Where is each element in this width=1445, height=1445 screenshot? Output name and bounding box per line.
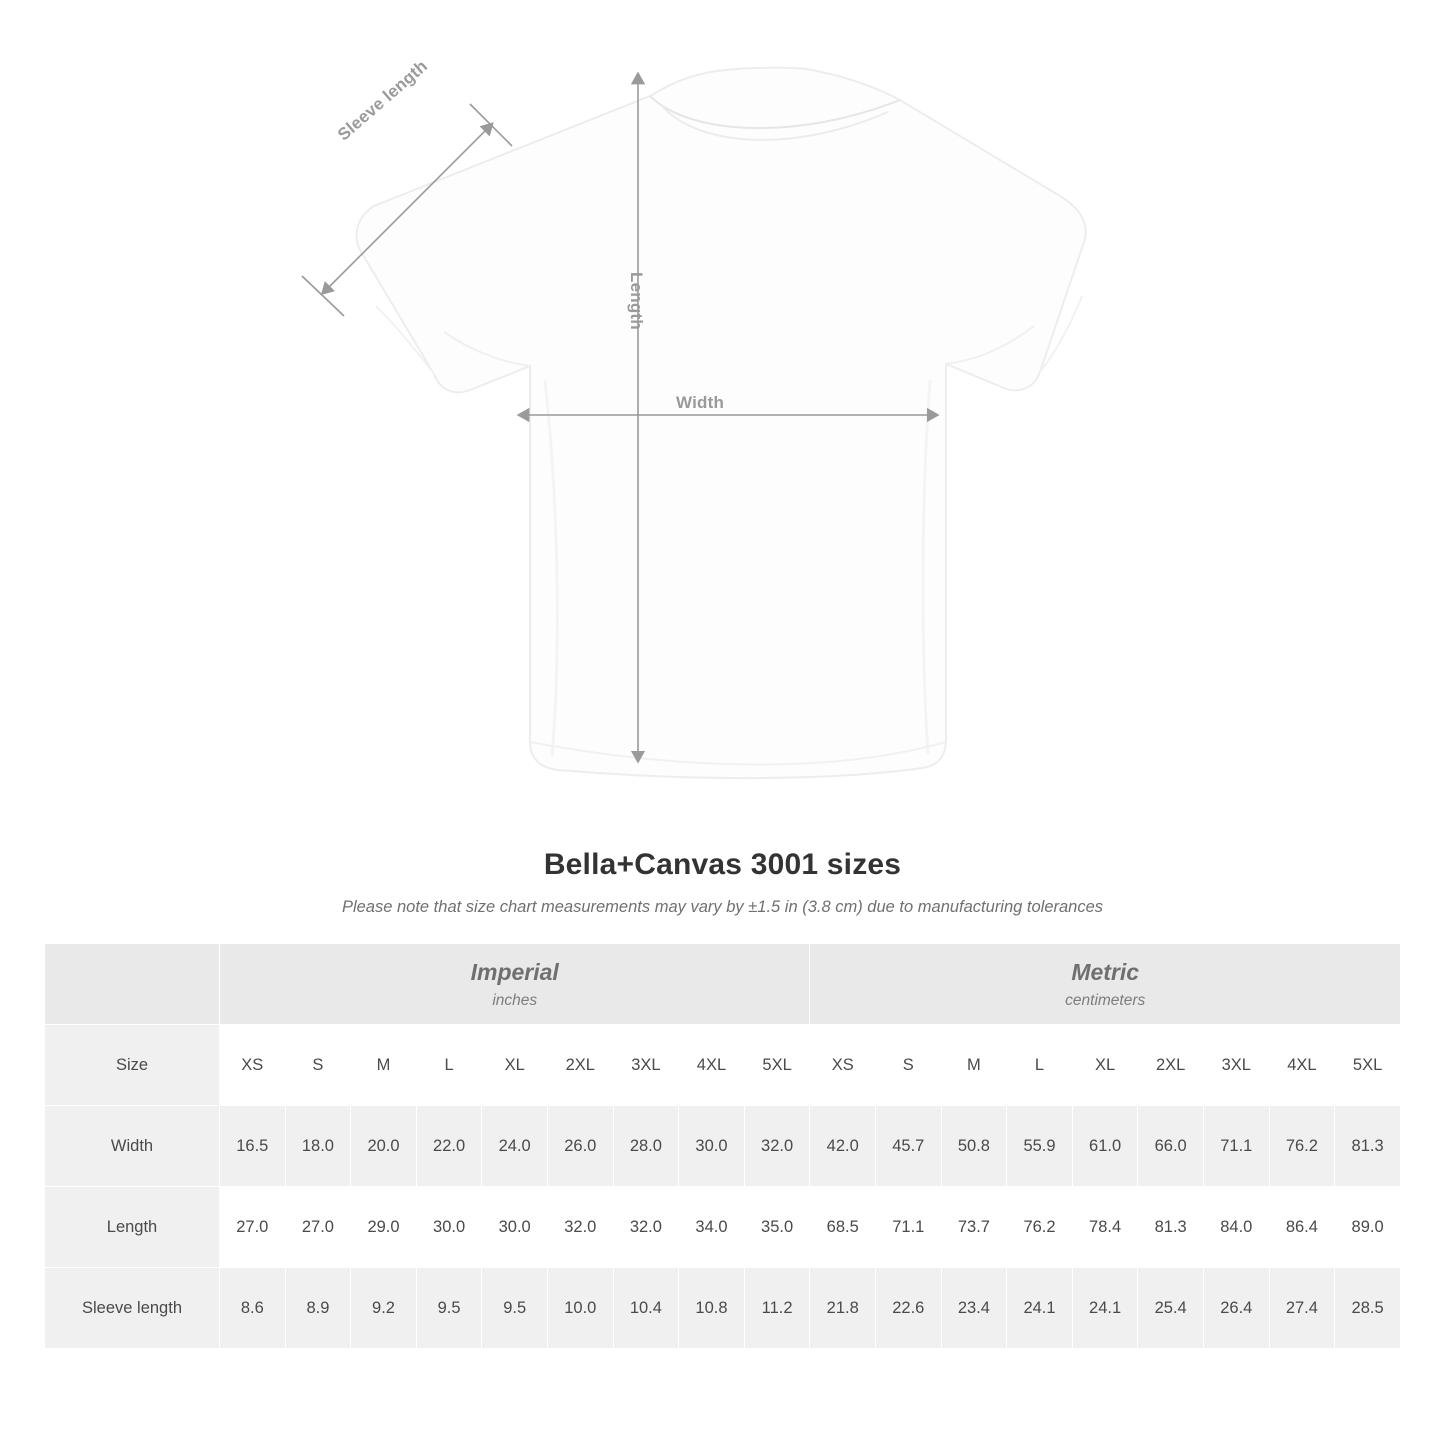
col-head-met-4xl: 4XL <box>1269 1025 1335 1106</box>
cell-width-imp-xl: 24.0 <box>482 1106 548 1187</box>
col-head-met-xl: XL <box>1072 1025 1138 1106</box>
col-head-imp-4xl: 4XL <box>679 1025 745 1106</box>
cell-sleeve-met-3xl: 26.4 <box>1203 1268 1269 1349</box>
col-head-met-3xl: 3XL <box>1203 1025 1269 1106</box>
cell-sleeve-met-2xl: 25.4 <box>1138 1268 1204 1349</box>
cell-sleeve-met-5xl: 28.5 <box>1335 1268 1401 1349</box>
unit-header-metric <box>810 944 1401 1025</box>
cell-sleeve-met-xl: 24.1 <box>1072 1268 1138 1349</box>
cell-length-met-m: 73.7 <box>941 1187 1007 1268</box>
cell-length-imp-xl: 30.0 <box>482 1187 548 1268</box>
cell-width-met-4xl: 76.2 <box>1269 1106 1335 1187</box>
col-head-imp-2xl: 2XL <box>547 1025 613 1106</box>
size-header-label: Size <box>45 1025 220 1106</box>
cell-length-imp-s: 27.0 <box>285 1187 351 1268</box>
cell-sleeve-met-4xl: 27.4 <box>1269 1268 1335 1349</box>
page-title: Bella+Canvas 3001 sizes <box>543 848 902 881</box>
cell-width-imp-4xl: 30.0 <box>679 1106 745 1187</box>
col-head-imp-s: S <box>285 1025 351 1106</box>
cell-sleeve-met-xs: 21.8 <box>810 1268 876 1349</box>
cell-length-imp-l: 30.0 <box>416 1187 482 1268</box>
cell-length-met-3xl: 84.0 <box>1203 1187 1269 1268</box>
cell-sleeve-imp-5xl: 11.2 <box>744 1268 810 1349</box>
size-table-wrapper <box>44 943 1401 1349</box>
col-head-imp-xs: XS <box>220 1025 286 1106</box>
cell-width-imp-xs: 16.5 <box>220 1106 286 1187</box>
cell-sleeve-imp-l: 9.5 <box>416 1268 482 1349</box>
cell-width-met-3xl: 71.1 <box>1203 1106 1269 1187</box>
sleeve-length-label: Sleeve length <box>334 56 432 145</box>
col-head-imp-5xl: 5XL <box>744 1025 810 1106</box>
imperial-sub: inches <box>492 991 538 1009</box>
metric-name: Metric <box>1071 959 1140 986</box>
cell-sleeve-imp-2xl: 10.0 <box>547 1268 613 1349</box>
title-block <box>0 848 1445 917</box>
col-head-met-s: S <box>876 1025 942 1106</box>
row-label-sleeve-length: Sleeve length <box>45 1268 220 1349</box>
cell-sleeve-imp-m: 9.2 <box>351 1268 417 1349</box>
cell-width-imp-3xl: 28.0 <box>613 1106 679 1187</box>
unit-header-imperial <box>220 944 810 1025</box>
cell-width-met-2xl: 66.0 <box>1138 1106 1204 1187</box>
cell-length-met-5xl: 89.0 <box>1335 1187 1401 1268</box>
table-row-length <box>45 1187 1401 1268</box>
cell-length-imp-xs: 27.0 <box>220 1187 286 1268</box>
col-head-met-m: M <box>941 1025 1007 1106</box>
table-row-sleeve-length <box>45 1268 1401 1349</box>
cell-sleeve-met-s: 22.6 <box>876 1268 942 1349</box>
col-head-met-l: L <box>1007 1025 1073 1106</box>
width-label: Width <box>676 393 725 412</box>
cell-width-met-s: 45.7 <box>876 1106 942 1187</box>
size-header-row <box>45 1025 1401 1106</box>
cell-width-imp-l: 22.0 <box>416 1106 482 1187</box>
cell-width-imp-m: 20.0 <box>351 1106 417 1187</box>
col-head-imp-m: M <box>351 1025 417 1106</box>
cell-width-imp-2xl: 26.0 <box>547 1106 613 1187</box>
col-head-met-2xl: 2XL <box>1138 1025 1204 1106</box>
cell-width-met-xs: 42.0 <box>810 1106 876 1187</box>
metric-sub: centimeters <box>1065 991 1146 1009</box>
imperial-name: Imperial <box>470 959 559 986</box>
row-label-width: Width <box>45 1106 220 1187</box>
size-table <box>44 943 1401 1349</box>
cell-length-met-s: 71.1 <box>876 1187 942 1268</box>
cell-length-met-xs: 68.5 <box>810 1187 876 1268</box>
col-head-met-xs: XS <box>810 1025 876 1106</box>
cell-sleeve-imp-3xl: 10.4 <box>613 1268 679 1349</box>
col-head-imp-3xl: 3XL <box>613 1025 679 1106</box>
table-row-width <box>45 1106 1401 1187</box>
cell-length-met-xl: 78.4 <box>1072 1187 1138 1268</box>
cell-width-imp-s: 18.0 <box>285 1106 351 1187</box>
cell-width-met-l: 55.9 <box>1007 1106 1073 1187</box>
col-head-met-5xl: 5XL <box>1335 1025 1401 1106</box>
unit-header-row <box>45 944 1401 1025</box>
cell-sleeve-met-l: 24.1 <box>1007 1268 1073 1349</box>
cell-sleeve-imp-s: 8.9 <box>285 1268 351 1349</box>
cell-sleeve-imp-xs: 8.6 <box>220 1268 286 1349</box>
cell-sleeve-imp-xl: 9.5 <box>482 1268 548 1349</box>
cell-length-met-4xl: 86.4 <box>1269 1187 1335 1268</box>
cell-length-imp-m: 29.0 <box>351 1187 417 1268</box>
col-head-imp-xl: XL <box>482 1025 548 1106</box>
length-label: Length <box>627 272 646 330</box>
cell-width-met-m: 50.8 <box>941 1106 1007 1187</box>
cell-width-met-5xl: 81.3 <box>1335 1106 1401 1187</box>
cell-width-met-xl: 61.0 <box>1072 1106 1138 1187</box>
cell-length-met-2xl: 81.3 <box>1138 1187 1204 1268</box>
tolerance-note: Please note that size chart measurements may vary by ±1.5 in (3.8 cm) due to manufacturing tolerances <box>341 898 1104 916</box>
cell-length-imp-2xl: 32.0 <box>547 1187 613 1268</box>
unit-header-blank <box>45 944 220 1025</box>
col-head-imp-l: L <box>416 1025 482 1106</box>
cell-sleeve-imp-4xl: 10.8 <box>679 1268 745 1349</box>
cell-length-imp-3xl: 32.0 <box>613 1187 679 1268</box>
cell-width-imp-5xl: 32.0 <box>744 1106 810 1187</box>
row-label-length: Length <box>45 1187 220 1268</box>
cell-length-imp-5xl: 35.0 <box>744 1187 810 1268</box>
cell-sleeve-met-m: 23.4 <box>941 1268 1007 1349</box>
cell-length-met-l: 76.2 <box>1007 1187 1073 1268</box>
cell-length-imp-4xl: 34.0 <box>679 1187 745 1268</box>
